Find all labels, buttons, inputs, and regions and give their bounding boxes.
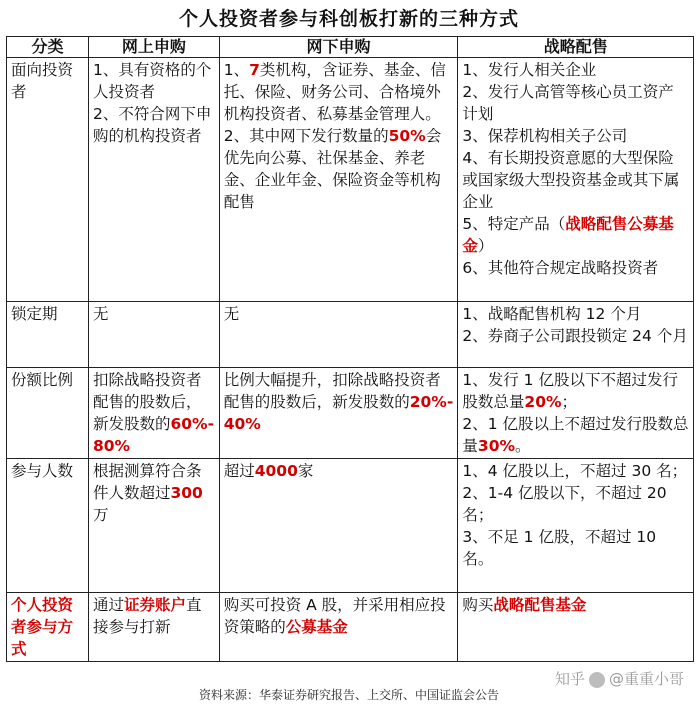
- cell-online: 根据测算符合条件人数超过300万: [88, 459, 219, 593]
- cell-line: 2、发行人高管等核心员工资产计划: [462, 83, 674, 123]
- header-row: [7, 37, 694, 58]
- row-category: 份额比例: [7, 368, 89, 459]
- cell-line: 2、1 亿股以上不超过发行股数总量30%。: [462, 415, 689, 455]
- cell-line: 6、其他符合规定战略投资者: [462, 259, 659, 277]
- cell-online: [88, 58, 219, 302]
- cell-strategic: [458, 459, 694, 593]
- cell-online: 无: [88, 302, 219, 368]
- table-row: [7, 302, 694, 368]
- cell-line: 3、不足 1 亿股，不超过 10 名。: [462, 528, 657, 568]
- cell-line: 1、7类机构，含证券、基金、信托、保险、财务公司、合格境外机构投资者、私募基金管理人。: [223, 61, 446, 123]
- cell-line: 5、特定产品（战略配售公募基金）: [462, 215, 674, 255]
- cell-line: 1、战略配售机构 12 个月: [462, 305, 642, 323]
- watermark-user: @重重小哥: [608, 670, 684, 688]
- row-category: 面向投资者: [7, 58, 89, 302]
- cell-offline: 比例大幅提升，扣除战略投资者配售的股数后，新发股数的20%-40%: [219, 368, 458, 459]
- comparison-table: [6, 36, 694, 662]
- row-category: 锁定期: [7, 302, 89, 368]
- cell-line: 2、其中网下发行数量的50%会优先向公募、社保基金、养老金、企业年金、保险资金等机构配售: [223, 127, 442, 211]
- table-row: [7, 593, 694, 662]
- cell-online: 扣除战略投资者配售的股数后，新发股数的60%-80%: [88, 368, 219, 459]
- table-row: [7, 368, 694, 459]
- row-category: 参与人数: [7, 459, 89, 593]
- watermark-site: 知乎: [554, 670, 585, 688]
- cell-line: 2、不符合网下申购的机构投资者: [92, 105, 212, 145]
- cell-offline: 超过4000家: [219, 459, 458, 593]
- cell-line: 2、券商子公司跟投锁定 24 个月: [462, 327, 688, 345]
- cell-offline: 购买可投资 A 股，并采用相应投资策略的公募基金: [219, 593, 458, 662]
- row-category: 个人投资者参与方式: [7, 593, 89, 662]
- cell-line: 1、具有资格的个人投资者: [92, 61, 212, 101]
- header-offline: 网下申购: [219, 37, 458, 58]
- cell-line: 1、发行 1 亿股以下不超过发行股数总量20%；: [462, 371, 678, 411]
- table-row: [7, 58, 694, 302]
- cell-line: 1、发行人相关企业: [462, 61, 597, 79]
- header-category: 分类: [7, 37, 89, 58]
- cell-offline: 无: [219, 302, 458, 368]
- cell-online: 通过证券账户直接参与打新: [88, 593, 219, 662]
- header-online: 网上申购: [88, 37, 219, 58]
- cell-line: 2、1-4 亿股以下，不超过 20 名；: [462, 484, 667, 524]
- cell-line: 1、4 亿股以上，不超过 30 名；: [462, 462, 688, 480]
- cell-strategic: [458, 368, 694, 459]
- table-row: [7, 459, 694, 593]
- source-note: 资料来源：华泰证券研究报告、上交所、中国证监会公告: [198, 688, 499, 702]
- cell-strategic: [458, 58, 694, 302]
- cell-strategic: 购买战略配售基金: [458, 593, 694, 662]
- cell-strategic: [458, 302, 694, 368]
- cell-offline: [219, 58, 458, 302]
- page-title: 个人投资者参与科创板打新的三种方式: [178, 8, 519, 30]
- cell-line: 4、有长期投资意愿的大型保险或国家级大型投资基金或其下属企业: [462, 149, 680, 211]
- header-strategic: 战略配售: [458, 37, 694, 58]
- cell-line: 3、保荐机构相关子公司: [462, 127, 628, 145]
